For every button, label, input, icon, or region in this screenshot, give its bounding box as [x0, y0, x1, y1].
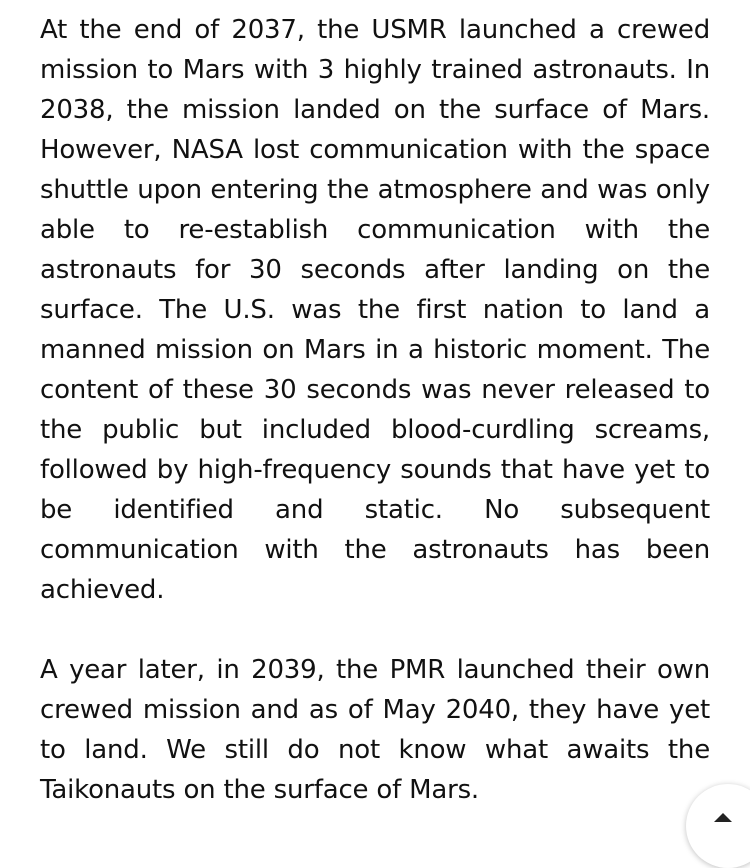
chevron-up-icon — [712, 810, 734, 824]
paragraph-1: At the end of 2037, the USMR launched a crewed mission to Mars with 3 highly trained astronauts. In 2038, the mission landed on the surface of Mars. However, NASA lost communication with the space shuttle upon entering the atmosphere and was only able to re-establish communication with the astronauts for 30 seconds after landing on the surface. The U.S. was the first nation to land a manned mission on Mars in a historic moment. The content of these 30 seconds was never released to the public but included blood-curdling screams, followed by high-frequency sounds that have yet to be identified and static. No subsequent communication with the astronauts has been achieved. — [40, 15, 710, 605]
article-body — [40, 10, 710, 810]
paragraph-2: A year later, in 2039, the PMR launched their own crewed mission and as of May 2040, they have yet to land. We still do not know what awaits the Taikonauts on the surface of Mars. — [40, 655, 710, 805]
